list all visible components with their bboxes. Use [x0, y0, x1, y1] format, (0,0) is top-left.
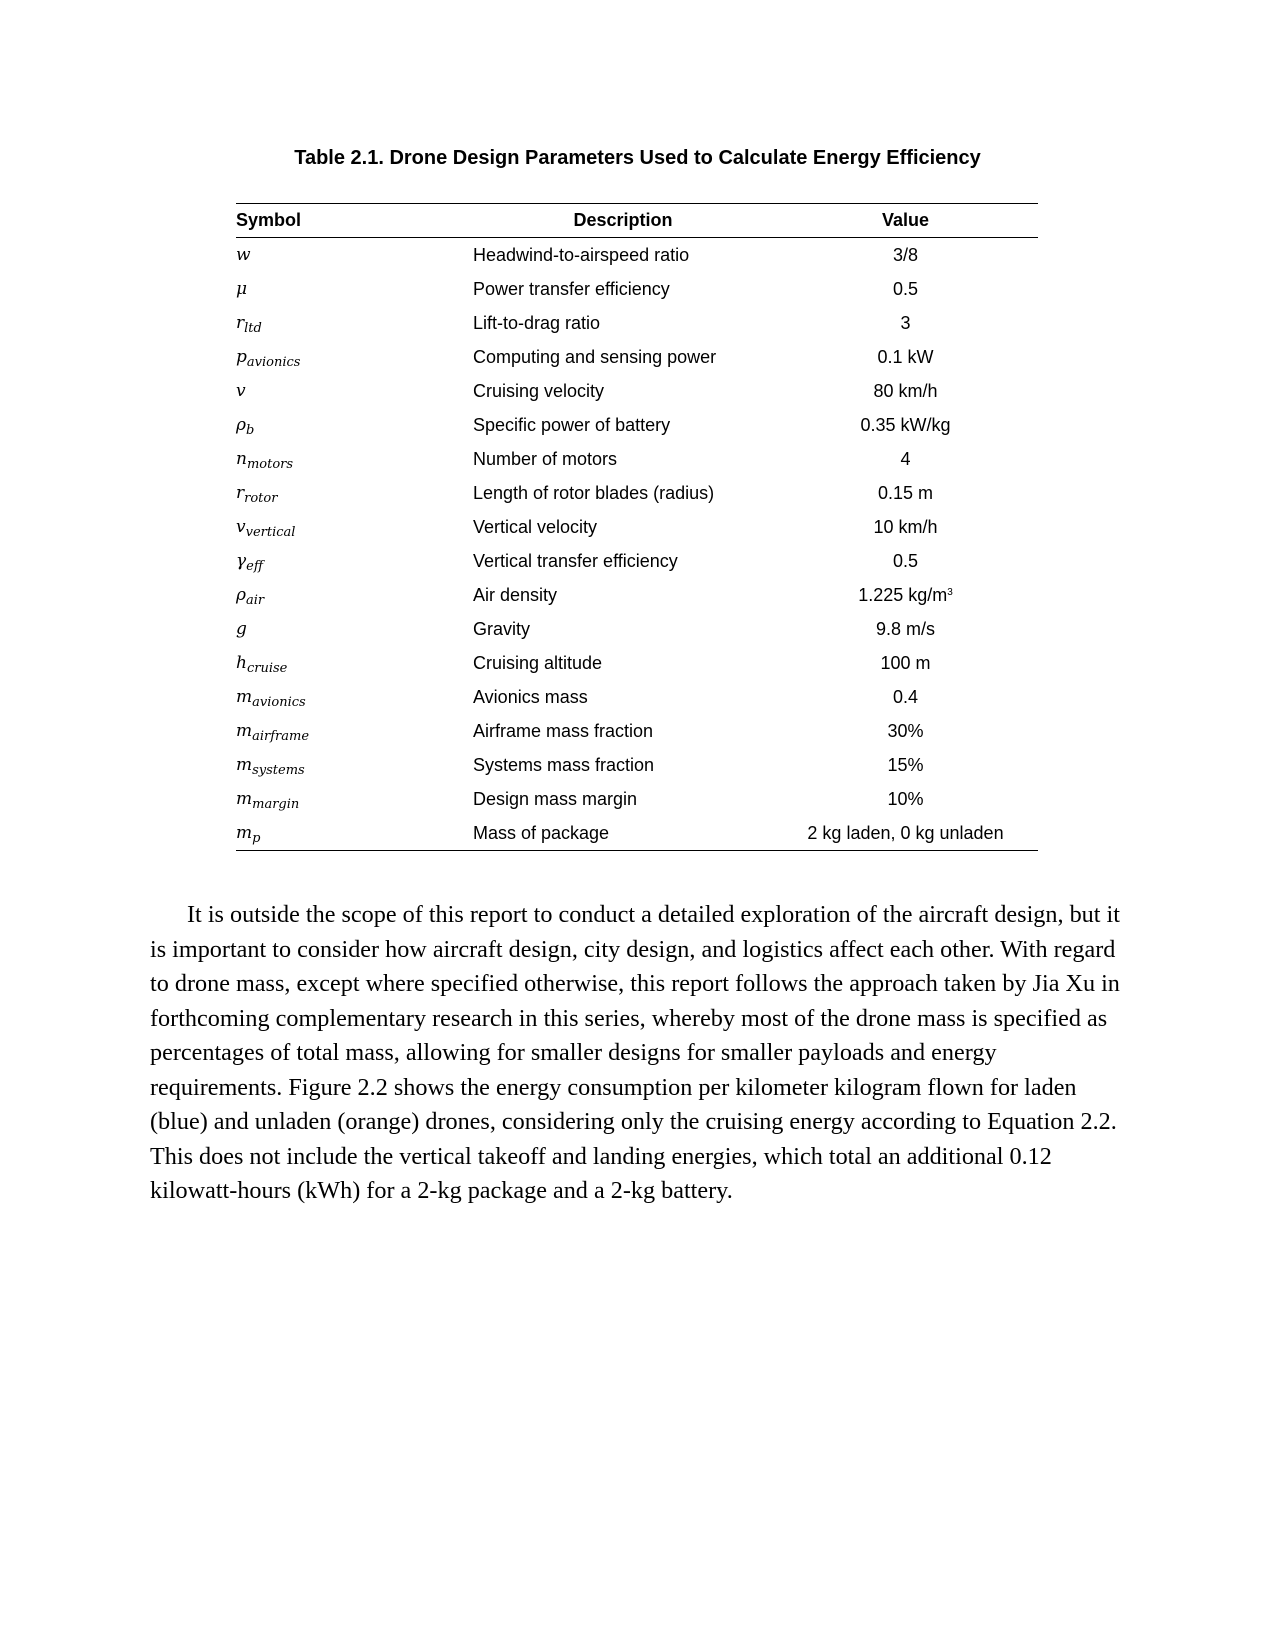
body-paragraph: It is outside the scope of this report to conduct a detailed exploration of the aircraft design, but it is important to consider how aircraft design, city design, and logistics affect each other. With regard to drone mass, except where specified otherwise, this report follows the approach taken by Jia Xu in forthcoming complementary research in this series, whereby most of the drone mass is specified as percentages of total mass, allowing for smaller designs for smaller payloads and energy requirements. Figure 2.2 shows the energy consumption per kilometer kilogram flown for laden (blue) and unladen (orange) drones, considering only the cruising energy according to Equation 2.2. This does not include the vertical takeoff and landing energies, which total an additional 0.12 kilowatt-hours (kWh) for a 2-kg package and a 2-kg battery. [150, 901, 1120, 1204]
symbol-base: g [236, 619, 247, 639]
table-row [236, 646, 1038, 680]
table-row [236, 544, 1038, 578]
value-text: 0.5 [892, 278, 919, 299]
symbol-base: m [236, 755, 253, 775]
description-cell: Design mass margin [473, 788, 638, 809]
table-row [236, 374, 1038, 408]
description-cell: Number of motors [473, 448, 618, 469]
symbol-cell [236, 408, 473, 442]
symbol-subscript: p [252, 831, 261, 846]
value-cell [773, 510, 1038, 544]
description-cell: Power transfer efficiency [473, 278, 670, 299]
value-text: 0.1 kW [877, 346, 934, 367]
parameters-table [236, 203, 1038, 851]
symbol-cell [236, 680, 473, 714]
value-cell [773, 646, 1038, 680]
description-cell: Cruising altitude [473, 652, 603, 673]
table-row [236, 306, 1038, 340]
value-cell [773, 340, 1038, 374]
symbol-subscript: b [246, 423, 255, 438]
table-row [236, 442, 1038, 476]
table-row [236, 510, 1038, 544]
description-cell: Headwind-to-airspeed ratio [473, 244, 690, 265]
symbol-base: m [236, 823, 253, 843]
value-cell [773, 544, 1038, 578]
symbol-cell [236, 646, 473, 680]
symbol-base: r [236, 483, 245, 503]
symbol-subscript: air [246, 593, 265, 608]
symbol-base: μ [236, 279, 248, 299]
description-cell: Airframe mass fraction [473, 720, 654, 741]
header-description: Description [573, 210, 673, 230]
symbol-cell [236, 238, 473, 273]
table-row [236, 340, 1038, 374]
description-cell: Computing and sensing power [473, 346, 717, 367]
table-header-row [236, 204, 1038, 238]
value-cell [773, 374, 1038, 408]
table-row [236, 272, 1038, 306]
symbol-cell [236, 544, 473, 578]
value-cell [773, 714, 1038, 748]
description-cell: Specific power of battery [473, 414, 671, 435]
value-cell [773, 782, 1038, 816]
description-cell: Avionics mass [473, 686, 588, 707]
table-row [236, 816, 1038, 851]
symbol-cell [236, 306, 473, 340]
symbol-cell [236, 612, 473, 646]
symbol-subscript: rotor [244, 491, 278, 506]
value-text: 10 km/h [873, 516, 938, 537]
value-cell [773, 680, 1038, 714]
value-cell [773, 442, 1038, 476]
description-cell: Vertical transfer efficiency [473, 550, 678, 571]
symbol-subscript: eff [246, 559, 264, 574]
value-cell [773, 408, 1038, 442]
value-cell [773, 238, 1038, 273]
value-text: 1.225 kg/m [858, 584, 948, 605]
symbol-subscript: vertical [245, 525, 296, 540]
symbol-cell [236, 476, 473, 510]
symbol-cell [236, 340, 473, 374]
table-row [236, 680, 1038, 714]
symbol-base: γ [236, 551, 247, 571]
symbol-base: ρ [236, 585, 246, 605]
symbol-cell [236, 442, 473, 476]
symbol-cell [236, 782, 473, 816]
symbol-subscript: motors [246, 457, 294, 472]
value-text: 0.15 m [877, 482, 934, 503]
value-text: 30% [887, 720, 924, 741]
symbol-base: v [236, 381, 246, 401]
symbol-subscript: avionics [252, 695, 306, 710]
symbol-cell [236, 510, 473, 544]
description-cell: Gravity [473, 618, 531, 639]
symbol-base: n [236, 449, 247, 469]
table-row [236, 408, 1038, 442]
symbol-base: r [236, 313, 245, 333]
symbol-base: m [236, 721, 253, 741]
symbol-cell [236, 714, 473, 748]
header-symbol: Symbol [236, 210, 302, 230]
value-superscript: 3 [947, 586, 953, 598]
description-cell: Mass of package [473, 822, 610, 843]
symbol-base: m [236, 789, 253, 809]
value-text: 80 km/h [873, 380, 938, 401]
value-text: 3 [900, 312, 911, 333]
value-text: 15% [887, 754, 924, 775]
value-text: 100 m [880, 652, 931, 673]
table-row [236, 476, 1038, 510]
symbol-subscript: systems [252, 763, 305, 778]
symbol-subscript: cruise [246, 661, 288, 676]
table-row [236, 578, 1038, 612]
symbol-base: p [236, 347, 247, 367]
symbol-base: m [236, 687, 253, 707]
symbol-cell [236, 578, 473, 612]
description-cell: Length of rotor blades (radius) [473, 482, 715, 503]
description-cell: Air density [473, 584, 558, 605]
value-cell [773, 612, 1038, 646]
value-text: 0.35 kW/kg [860, 414, 951, 435]
value-cell [773, 578, 1038, 612]
table-row [236, 238, 1038, 273]
symbol-base: v [236, 517, 246, 537]
value-cell [773, 816, 1038, 851]
table-body [236, 238, 1038, 851]
symbol-subscript: ltd [244, 321, 262, 336]
value-cell [773, 476, 1038, 510]
header-value: Value [881, 210, 930, 230]
symbol-subscript: airframe [252, 729, 310, 744]
value-cell [773, 748, 1038, 782]
symbol-cell [236, 748, 473, 782]
description-cell: Vertical velocity [473, 516, 598, 537]
symbol-cell [236, 816, 473, 851]
value-text: 0.5 [892, 550, 919, 571]
value-text: 10% [887, 788, 924, 809]
table-row [236, 748, 1038, 782]
table-row [236, 782, 1038, 816]
symbol-subscript: avionics [246, 355, 301, 370]
value-text: 2 kg laden, 0 kg unladen [807, 822, 1004, 843]
table-title: Table 2.1. Drone Design Parameters Used to Calculate Energy Efficiency [294, 147, 981, 169]
symbol-base: ρ [236, 415, 246, 435]
table-row [236, 612, 1038, 646]
symbol-subscript: margin [252, 797, 300, 812]
table-row [236, 714, 1038, 748]
value-text: 9.8 m/s [875, 618, 936, 639]
value-cell [773, 272, 1038, 306]
description-cell: Lift-to-drag ratio [473, 312, 601, 333]
description-cell: Systems mass fraction [473, 754, 655, 775]
value-cell [773, 306, 1038, 340]
symbol-base: h [236, 653, 247, 673]
symbol-cell [236, 374, 473, 408]
symbol-cell [236, 272, 473, 306]
description-cell: Cruising velocity [473, 380, 605, 401]
value-text: 4 [900, 448, 911, 469]
value-text: 0.4 [892, 686, 919, 707]
symbol-base: w [236, 245, 251, 265]
value-text: 3/8 [892, 244, 919, 265]
